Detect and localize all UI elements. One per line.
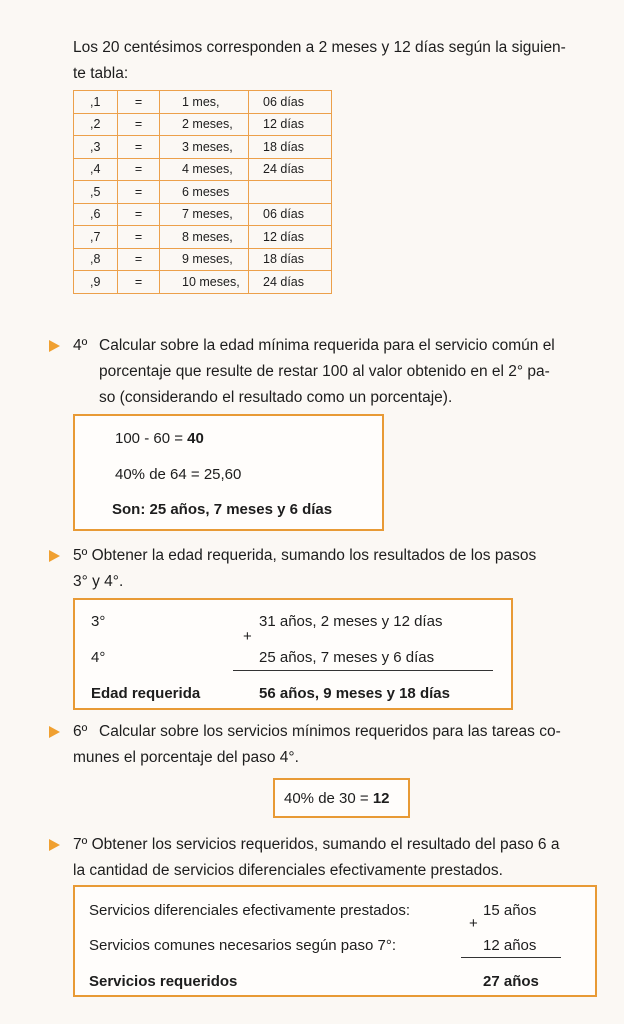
step4-calc-line-2: 40% de 64 = 25,60 (115, 466, 242, 483)
step7-line-1: 7º Obtener los servicios requeridos, sumando el resultado del paso 6 a (73, 836, 560, 853)
step4-result: Son: 25 años, 7 meses y 6 días (112, 501, 333, 518)
fraction-cell: ,6 (74, 203, 118, 226)
months-cell: 2 meses, (160, 113, 249, 136)
table-row (74, 226, 332, 249)
months-cell: 9 meses, (160, 248, 249, 271)
step6-calc-result: 12 (372, 790, 390, 807)
table-row (74, 136, 332, 159)
step5-row2-value: 25 años, 7 meses y 6 días (259, 649, 435, 666)
days-cell: 12 días (249, 113, 332, 136)
fraction-cell: ,8 (74, 248, 118, 271)
step7-sum-line (461, 957, 561, 958)
table-row (74, 271, 332, 294)
conversion-table (73, 90, 332, 294)
days-cell: 12 días (249, 226, 332, 249)
equals-cell: = (118, 136, 160, 159)
step4-calc-result: 40 (187, 430, 204, 447)
months-cell: 4 meses, (160, 158, 249, 181)
step4-line-1: Calcular sobre la edad mínima requerida para el servicio común el (99, 337, 555, 354)
fraction-cell: ,3 (74, 136, 118, 159)
step6-line-1: Calcular sobre los servicios mínimos requeridos para las tareas co- (99, 723, 561, 740)
months-cell: 10 meses, (160, 271, 249, 294)
step7-row1-label: Servicios diferenciales efectivamente prestados: (89, 902, 410, 919)
fraction-cell: ,9 (74, 271, 118, 294)
step7-paragraph (73, 832, 559, 884)
table-row (74, 181, 332, 204)
days-cell: 24 días (249, 158, 332, 181)
intro-line-2: te tabla: (73, 65, 129, 82)
arrow-bullet-icon (49, 340, 60, 352)
months-cell: 6 meses (160, 181, 249, 204)
step6-paragraph (99, 719, 561, 745)
step4-calc-line-1: 100 - 60 = 40 (115, 430, 204, 447)
step5-total-value: 56 años, 9 meses y 18 días (259, 685, 450, 702)
step4-calculation-box (73, 414, 384, 531)
step7-sum-box (73, 885, 597, 997)
step5-line-1: 5º Obtener la edad requerida, sumando los resultados de los pasos (73, 547, 537, 564)
step7-total-label: Servicios requeridos (89, 973, 238, 990)
equals-cell: = (118, 113, 160, 136)
step6-calculation-box (273, 778, 410, 818)
step7-row2-label: Servicios comunes necesarios según paso 7°: (89, 937, 396, 954)
equals-cell: = (118, 226, 160, 249)
days-cell (249, 181, 332, 204)
table-row (74, 248, 332, 271)
step5-paragraph (73, 543, 536, 595)
step4-line-3: so (considerando el resultado como un porcentaje). (99, 389, 453, 406)
days-cell: 18 días (249, 136, 332, 159)
arrow-bullet-icon (49, 726, 60, 738)
step4-number: 4º (73, 337, 88, 354)
step5-plus-sign: + (243, 628, 252, 645)
intro-line-1: Los 20 centésimos corresponden a 2 meses y 12 días según la siguien- (73, 39, 566, 56)
equals-cell: = (118, 203, 160, 226)
step6-calc: 40% de 30 = 12 (284, 790, 390, 807)
intro-paragraph (73, 35, 566, 87)
days-cell: 06 días (249, 203, 332, 226)
table-row (74, 203, 332, 226)
step7-plus-sign: + (469, 915, 478, 932)
step6-number: 6º (73, 723, 88, 740)
months-cell: 3 meses, (160, 136, 249, 159)
equals-cell: = (118, 248, 160, 271)
step4-paragraph (99, 333, 555, 411)
equals-cell: = (118, 181, 160, 204)
table-row (74, 158, 332, 181)
step5-sum-line (233, 670, 493, 671)
months-cell: 1 mes, (160, 91, 249, 114)
days-cell: 24 días (249, 271, 332, 294)
step7-row2-value: 12 años (483, 937, 537, 954)
step7-row1-value: 15 años (483, 902, 537, 919)
table-row (74, 91, 332, 114)
months-cell: 8 meses, (160, 226, 249, 249)
step5-row1-value: 31 años, 2 meses y 12 días (259, 613, 443, 630)
step5-row1-label: 3° (91, 613, 106, 630)
arrow-bullet-icon (49, 839, 60, 851)
step5-row2-label: 4° (91, 649, 106, 666)
step5-line-2: 3° y 4°. (73, 573, 124, 590)
fraction-cell: ,7 (74, 226, 118, 249)
months-cell: 7 meses, (160, 203, 249, 226)
table-row (74, 113, 332, 136)
step5-sum-box (73, 598, 513, 710)
step6-line-2: munes el porcentaje del paso 4°. (73, 749, 299, 766)
step5-total-label: Edad requerida (91, 685, 201, 702)
equals-cell: = (118, 271, 160, 294)
equals-cell: = (118, 91, 160, 114)
step7-total-value: 27 años (483, 973, 539, 990)
arrow-bullet-icon (49, 550, 60, 562)
fraction-cell: ,2 (74, 113, 118, 136)
equals-cell: = (118, 158, 160, 181)
step4-line-2: porcentaje que resulte de restar 100 al valor obtenido en el 2° pa- (99, 363, 550, 380)
step7-line-2: la cantidad de servicios diferenciales efectivamente prestados. (73, 862, 503, 879)
days-cell: 06 días (249, 91, 332, 114)
fraction-cell: ,5 (74, 181, 118, 204)
days-cell: 18 días (249, 248, 332, 271)
fraction-cell: ,4 (74, 158, 118, 181)
fraction-cell: ,1 (74, 91, 118, 114)
